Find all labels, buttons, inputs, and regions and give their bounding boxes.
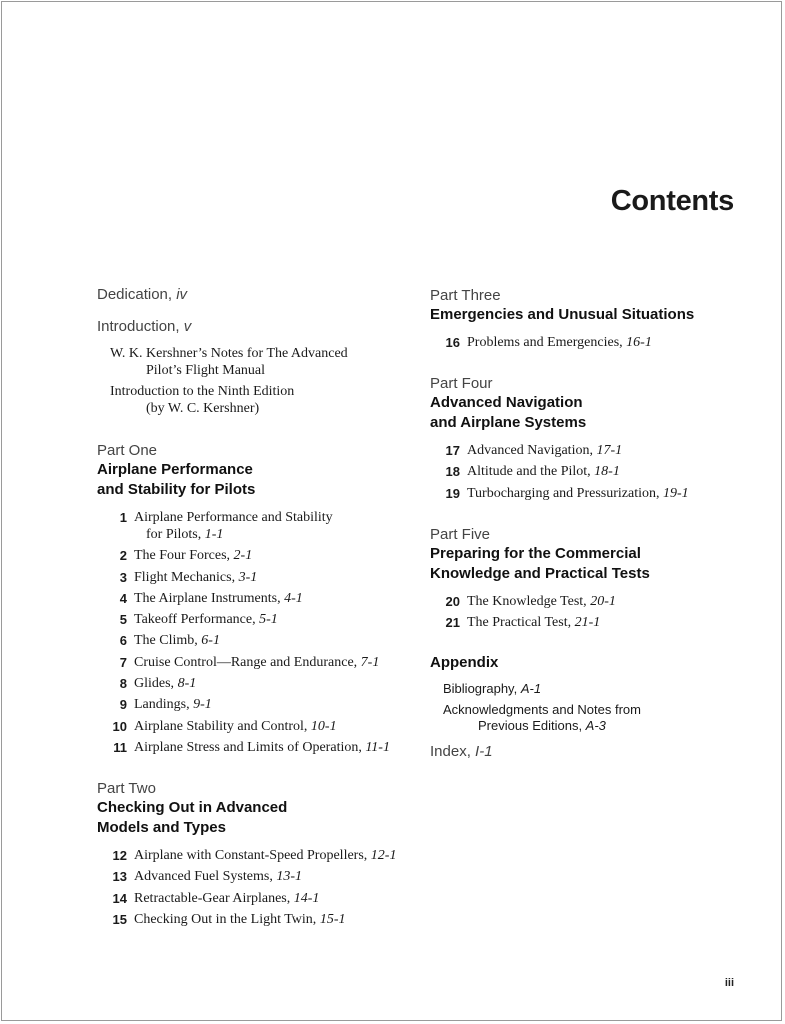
intro-subitem[interactable]: Introduction to the Ninth Edition (by W. C. Kershner) xyxy=(110,384,295,416)
part-label: Part Three xyxy=(430,287,501,304)
part-four xyxy=(430,374,750,502)
chapter-list xyxy=(430,334,750,351)
chapter-entry[interactable]: 4 The Airplane Instruments, 4-1 xyxy=(119,590,303,606)
chapter-entry[interactable]: 7 Cruise Control—Range and Endurance, 7-1 xyxy=(119,654,380,670)
chapter-entry[interactable]: 3 Flight Mechanics, 3-1 xyxy=(119,569,258,585)
part-title: Checking Out in Advanced Models and Types xyxy=(97,798,288,836)
part-three xyxy=(430,286,750,351)
appendix-title: Appendix xyxy=(430,653,499,671)
chapter-entry[interactable]: 8 Glides, 8-1 xyxy=(119,676,197,692)
chapter-entry[interactable]: 16 Problems and Emergencies, 16-1 xyxy=(445,335,652,350)
chapter-list xyxy=(430,593,750,631)
intro-subitem[interactable]: W. K. Kershner’s Notes for The Advanced Pilot’s Flight Manual xyxy=(110,346,348,378)
document-page xyxy=(1,1,782,1021)
part-label: Part Five xyxy=(430,525,491,543)
chapter-list xyxy=(430,442,750,502)
appendix-section xyxy=(430,653,750,734)
chapter-entry[interactable]: 2 The Four Forces, 2-1 xyxy=(119,548,253,564)
chapter-list xyxy=(97,847,417,928)
part-two xyxy=(97,779,417,928)
chapter-entry[interactable]: 21 The Practical Test, 21-1 xyxy=(445,614,601,630)
page-title: Contents xyxy=(610,185,734,217)
chapter-list xyxy=(97,509,417,756)
appendix-list xyxy=(430,681,750,734)
chapter-entry[interactable]: 14 Retractable-Gear Airplanes, 14-1 xyxy=(112,890,320,906)
part-five xyxy=(430,525,750,631)
chapter-entry[interactable]: 11 Airplane Stress and Limits of Operation, 11-1 xyxy=(113,739,390,755)
toc-right-column xyxy=(430,286,750,761)
chapter-entry[interactable]: 9 Landings, 9-1 xyxy=(119,697,212,713)
part-title: Emergencies and Unusual Situations xyxy=(430,306,695,323)
chapter-entry[interactable]: 20 The Knowledge Test, 20-1 xyxy=(445,593,616,609)
part-title: Preparing for the Commercial Knowledge and Practical Tests xyxy=(430,544,650,582)
chapter-entry[interactable]: 13 Advanced Fuel Systems, 13-1 xyxy=(112,869,302,885)
appendix-item[interactable]: Acknowledgments and Notes from Previous Editions, A-3 xyxy=(443,701,641,733)
chapter-entry[interactable]: 1 Airplane Performance and Stability for Pilots, 1-1 xyxy=(119,510,333,542)
chapter-entry[interactable]: 18 Altitude and the Pilot, 18-1 xyxy=(445,464,620,480)
part-title: Advanced Navigation and Airplane Systems xyxy=(430,394,587,431)
toc-introduction[interactable]: Introduction, v xyxy=(97,318,192,335)
chapter-entry[interactable]: 12 Airplane with Constant-Speed Propellers, 12-1 xyxy=(112,847,397,863)
page-number: iii xyxy=(724,977,734,989)
part-label: Part Four xyxy=(430,375,493,392)
chapter-entry[interactable]: 15 Checking Out in the Light Twin, 15-1 xyxy=(112,911,346,927)
part-one xyxy=(97,441,417,756)
toc-dedication[interactable]: Dedication, iv xyxy=(97,286,188,303)
part-label: Part One xyxy=(97,442,158,459)
toc-left-column xyxy=(97,286,417,932)
intro-subitems xyxy=(110,345,417,417)
chapter-entry[interactable]: 17 Advanced Navigation, 17-1 xyxy=(445,443,623,458)
chapter-entry[interactable]: 10 Airplane Stability and Control, 10-1 xyxy=(112,718,337,734)
appendix-item[interactable]: Bibliography, A-1 xyxy=(443,680,542,696)
part-title: Airplane Performance and Stability for Pilots xyxy=(97,461,256,498)
chapter-entry[interactable]: 6 The Climb, 6-1 xyxy=(119,633,220,649)
toc-index[interactable]: Index, I-1 xyxy=(430,742,493,760)
chapter-entry[interactable]: 19 Turbocharging and Pressurization, 19-1 xyxy=(445,485,689,501)
chapter-entry[interactable]: 5 Takeoff Performance, 5-1 xyxy=(119,612,278,628)
part-label: Part Two xyxy=(97,779,156,797)
